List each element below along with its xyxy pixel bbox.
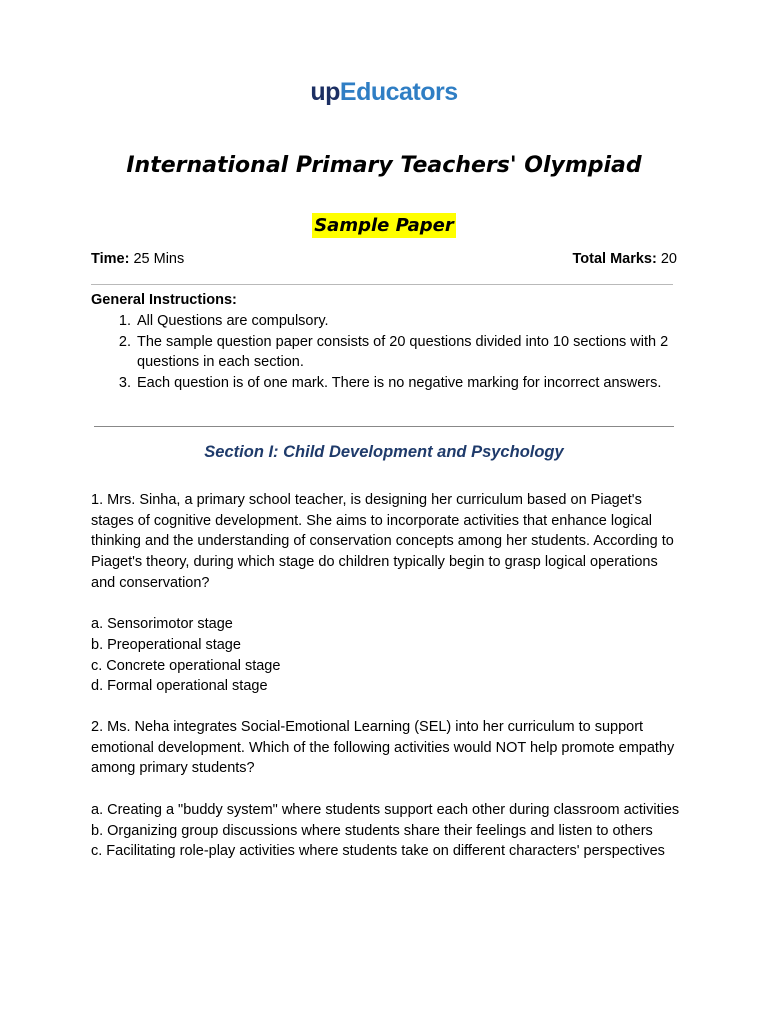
answer-option: a. Sensorimotor stage xyxy=(91,616,233,633)
upeducators-logo xyxy=(0,78,768,107)
section-divider xyxy=(94,426,674,427)
total-marks-info xyxy=(572,251,677,267)
instruction-item: 1. All Questions are compulsory. xyxy=(135,311,681,332)
time-label: Time: xyxy=(91,251,130,267)
section-title: Section I: Child Development and Psychology xyxy=(204,443,564,461)
subtitle-wrapper xyxy=(0,213,768,238)
marks-label: Total Marks: xyxy=(572,251,657,267)
page-title: International Primary Teachers' Olympiad xyxy=(126,153,642,178)
answer-option: b. Preoperational stage xyxy=(91,636,241,653)
answer-option: b. Organizing group discussions where students share their feelings and listen to others xyxy=(91,822,653,839)
instruction-item: 2. The sample question paper consists of 20 questions divided into 10 sections with 2 questions in each section. xyxy=(135,332,681,374)
answer-option: a. Creating a "buddy system" where students support each other during classroom activities xyxy=(91,801,680,818)
logo-brand: Educators xyxy=(339,78,458,106)
sample-paper-subtitle: Sample Paper xyxy=(314,215,454,236)
answer-option: c. Facilitating role-play activities where students take on different characters' perspectives xyxy=(91,843,665,860)
instructions-list xyxy=(91,311,681,394)
answer-options xyxy=(91,800,681,862)
general-instructions xyxy=(91,290,681,394)
logo-prefix: up xyxy=(310,78,340,106)
marks-value: 20 xyxy=(660,251,677,267)
answer-option: d. Formal operational stage xyxy=(91,678,268,695)
time-info xyxy=(91,251,184,267)
question-text: 2. Ms. Neha integrates Social-Emotional Learning (SEL) into her curriculum to support emotional development. Which of the following activities would NOT help promote empathy among primary students? xyxy=(91,719,675,777)
divider xyxy=(91,284,673,285)
question-text: 1. Mrs. Sinha, a primary school teacher, is designing her curriculum based on Piaget's stages of cognitive development. She aims to incorporate activities that enhance logical thinking and the understanding of conservation concepts among her students. According to Piaget's theory, during which stage do children typically begin to grasp logical operations and conservation? xyxy=(91,492,674,591)
question-2 xyxy=(91,717,681,862)
question-1 xyxy=(91,490,681,697)
answer-option: c. Concrete operational stage xyxy=(91,657,281,674)
instruction-item: 3. Each question is of one mark. There is no negative marking for incorrect answers. xyxy=(135,373,681,394)
time-value: 25 Mins xyxy=(133,251,185,267)
exam-meta xyxy=(91,251,677,267)
instructions-heading: General Instructions: xyxy=(91,292,237,308)
answer-options xyxy=(91,614,681,697)
